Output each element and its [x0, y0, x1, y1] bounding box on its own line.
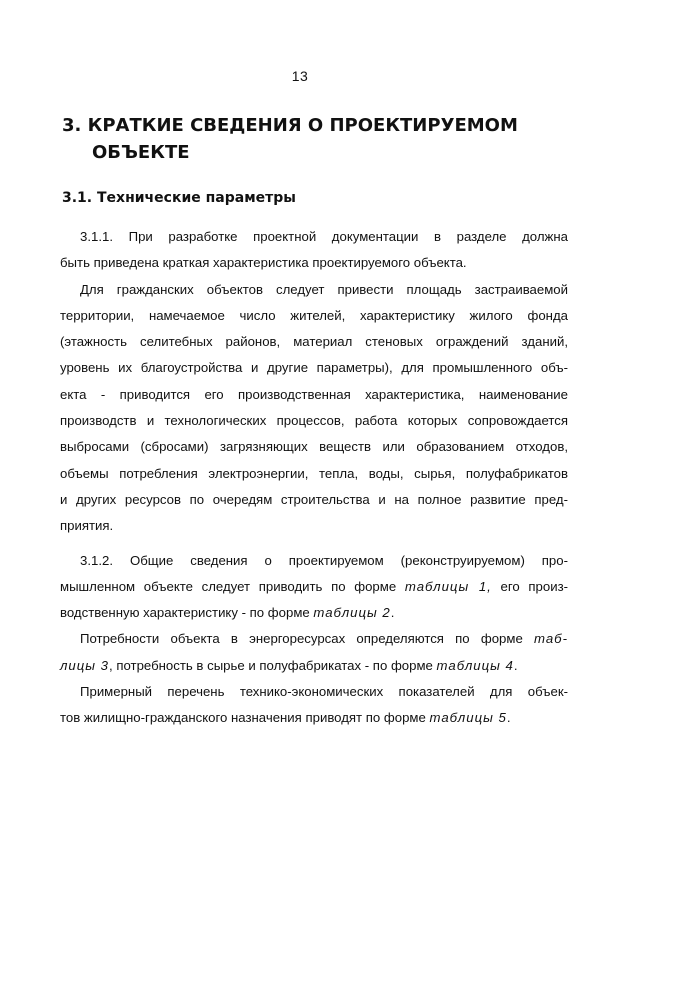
table-reference: таблицы 4	[436, 657, 514, 673]
text-line: лицы 3, потребность в сырье и полуфабрикатах - по форме таблицы 4.	[60, 657, 518, 673]
text-line: выбросами (сбросами) загрязняющих веществ или образованием отходов,	[60, 439, 568, 455]
text-line: Потребности объекта в энергоресурсах определяются по форме таб-	[80, 631, 568, 647]
text-line: екта - приводится его производственная характеристика, наименование	[60, 386, 568, 402]
paragraph-3-1-1	[60, 224, 568, 277]
text-line: 3.1.1. При разработке проектной документации в разделе должна	[80, 229, 568, 244]
table-reference: таб-	[534, 631, 568, 647]
text-line: Для гражданских объектов следует привести площадь застраиваемой	[80, 281, 568, 297]
table-reference: таблицы 2	[313, 605, 391, 621]
text-line: производств и технологических процессов, работа которых сопровождается	[60, 413, 568, 429]
subsection-title: 3.1. Технические параметры	[62, 190, 296, 206]
page-number: 13	[291, 68, 309, 84]
section-title-line-1: 3. КРАТКИЕ СВЕДЕНИЯ О ПРОЕКТИРУЕМОМ	[62, 115, 518, 136]
text-line: мышленном объекте следует приводить по форме таблицы 1, его произ-	[60, 578, 569, 594]
text-line: территории, намечаемое число жителей, характеристику жилого фонда	[60, 307, 568, 323]
text-line: быть приведена краткая характеристика проектируемого объекта.	[60, 255, 467, 271]
text-line: уровень их благоустройства и другие параметры), для промышленного объ-	[60, 360, 568, 376]
table-reference: таблицы 1,	[404, 578, 492, 594]
paragraph-energy-resources	[60, 626, 568, 679]
table-reference: лицы 3	[60, 657, 110, 673]
text-line: и других ресурсов по очередям строительства и на полное развитие пред-	[60, 491, 568, 507]
body-text	[60, 224, 568, 732]
text-line: Примерный перечень технико-экономических показателей для объек-	[80, 684, 568, 700]
text-line: объемы потребления электроэнергии, тепла, воды, сырья, полуфабрикатов	[60, 465, 568, 481]
section-title-line-2: ОБЪЕКТЕ	[92, 142, 190, 163]
text-line: 3.1.2. Общие сведения о проектируемом (реконструируемом) про-	[80, 552, 568, 568]
section-title	[62, 112, 582, 166]
paragraph-indicators	[60, 679, 568, 732]
text-line: тов жилищно-гражданского назначения приводят по форме таблицы 5.	[60, 710, 511, 726]
text-line: (этажность селитебных районов, материал стеновых ограждений зданий,	[60, 334, 568, 350]
paragraph-3-1-2	[60, 548, 568, 627]
text-line: водственную характеристику - по форме таблицы 2.	[60, 605, 395, 621]
table-reference: таблицы 5	[429, 710, 507, 726]
text-line: приятия.	[60, 518, 114, 534]
paragraph-civil-objects	[60, 277, 568, 540]
